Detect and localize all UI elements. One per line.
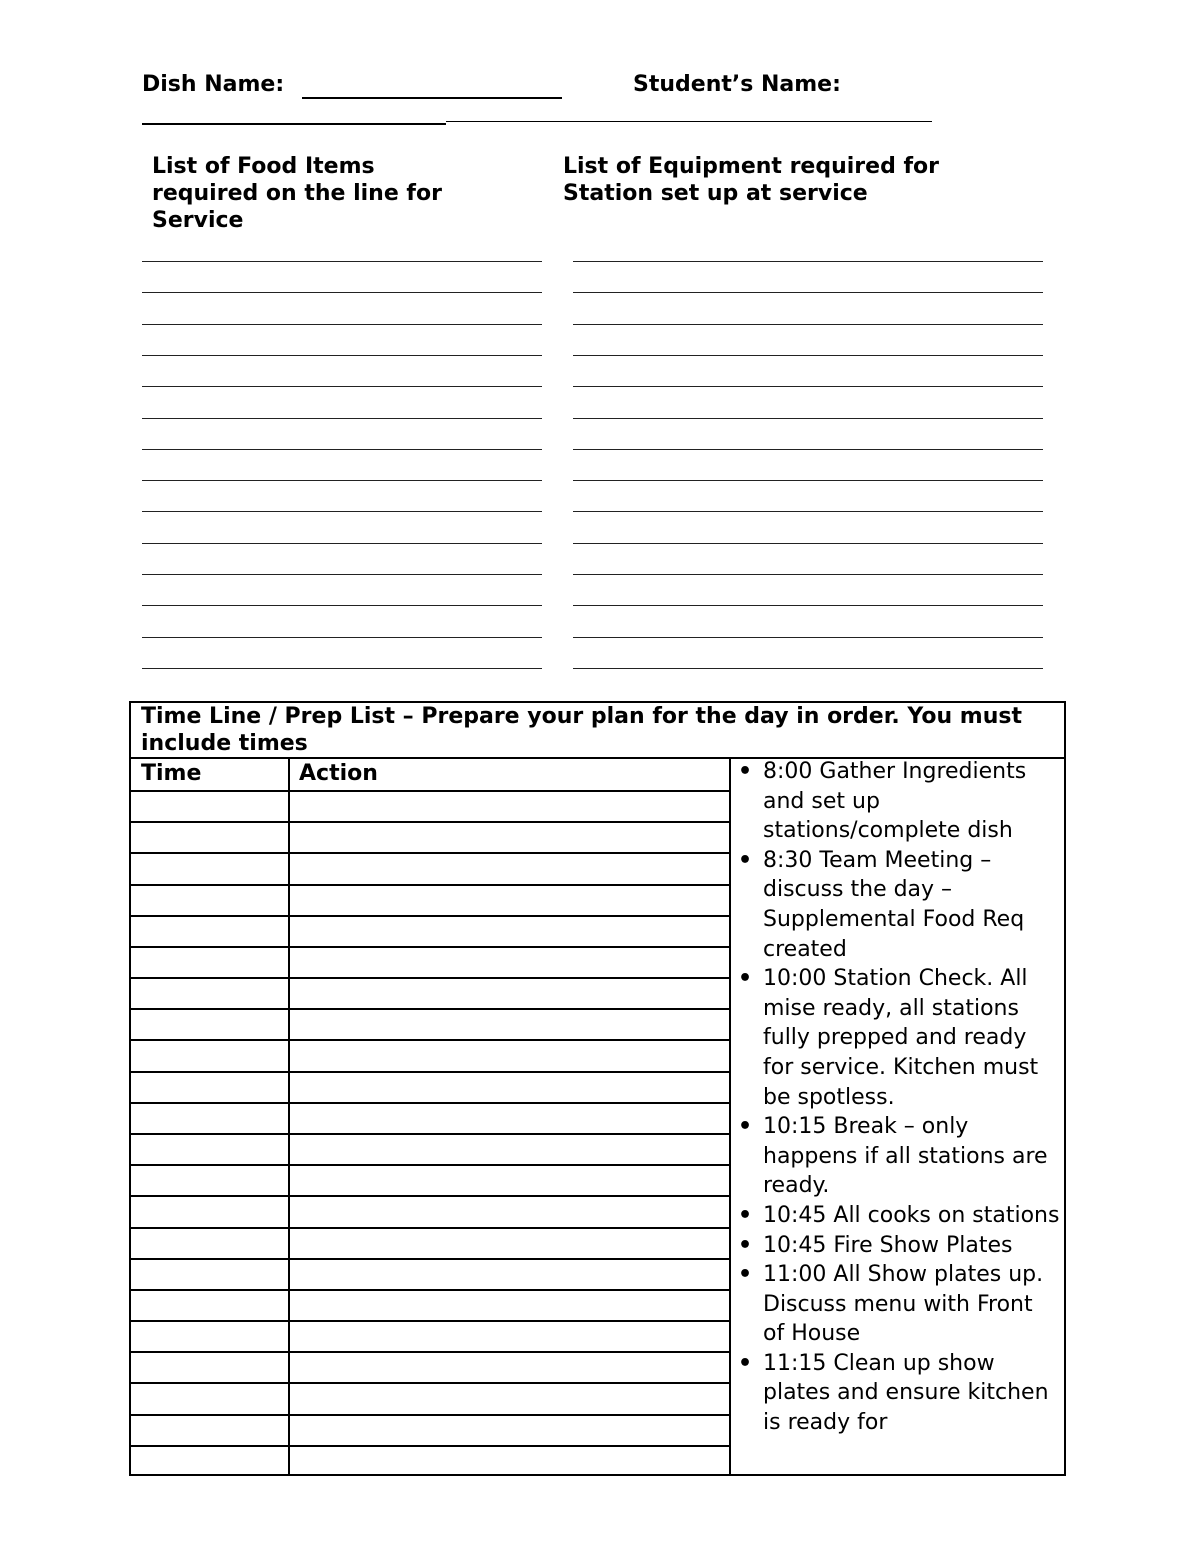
food-item-line[interactable] bbox=[142, 324, 542, 325]
schedule-note-text: 11:00 All Show plates up. Discuss menu with Front of House bbox=[763, 1262, 1044, 1347]
bullet-icon: • bbox=[738, 1350, 753, 1376]
timeline-row[interactable] bbox=[129, 915, 730, 917]
equipment-line[interactable] bbox=[573, 480, 1043, 481]
bullet-icon: • bbox=[738, 1114, 753, 1140]
action-column-header: Action bbox=[299, 761, 378, 786]
schedule-note bbox=[738, 1231, 1060, 1261]
bullet-icon: • bbox=[738, 759, 753, 784]
schedule-note-text: 10:45 Fire Show Plates bbox=[763, 1232, 1013, 1258]
timeline-row[interactable] bbox=[129, 1133, 730, 1135]
timeline-row[interactable] bbox=[129, 946, 730, 948]
schedule-note-text: 10:45 All cooks on stations bbox=[763, 1202, 1060, 1228]
student-name-label: Student’s Name: bbox=[633, 72, 841, 97]
timeline-title: Time Line / Prep List – Prepare your plan for the day in order. You must include times bbox=[141, 704, 1022, 756]
timeline-row[interactable] bbox=[129, 1164, 730, 1166]
timeline-row[interactable] bbox=[129, 821, 730, 823]
dish-name-label: Dish Name: bbox=[142, 72, 285, 97]
food-item-line[interactable] bbox=[142, 668, 542, 669]
bullet-icon: • bbox=[738, 1262, 753, 1288]
schedule-note bbox=[738, 846, 1060, 964]
schedule-note bbox=[738, 1112, 1060, 1201]
schedule-note-text: 10:00 Station Check. All mise ready, all stations fully prepped and ready for service. Kitchen must be spotless. bbox=[763, 966, 1039, 1110]
schedule-note bbox=[738, 1349, 1060, 1438]
student-name-field[interactable] bbox=[142, 123, 446, 125]
time-column-header: Time bbox=[141, 761, 202, 786]
schedule-note bbox=[738, 1260, 1060, 1349]
timeline-row[interactable] bbox=[129, 1008, 730, 1010]
food-item-line[interactable] bbox=[142, 637, 542, 638]
food-item-line[interactable] bbox=[142, 449, 542, 450]
schedule-note-text: 8:30 Team Meeting – discuss the day – Supplemental Food Req created bbox=[763, 847, 1025, 962]
time-action-divider bbox=[288, 757, 290, 1476]
timeline-row[interactable] bbox=[129, 1102, 730, 1104]
bullet-icon: • bbox=[738, 1202, 753, 1228]
equipment-line[interactable] bbox=[573, 292, 1043, 293]
timeline-row[interactable] bbox=[129, 790, 730, 792]
equipment-line[interactable] bbox=[573, 355, 1043, 356]
equipment-line[interactable] bbox=[573, 605, 1043, 606]
timeline-row[interactable] bbox=[129, 1258, 730, 1260]
equipment-line[interactable] bbox=[573, 324, 1043, 325]
equipment-line[interactable] bbox=[573, 386, 1043, 387]
student-name-field-extension bbox=[446, 121, 932, 122]
timeline-row[interactable] bbox=[129, 1445, 730, 1447]
equipment-line[interactable] bbox=[573, 668, 1043, 669]
schedule-note bbox=[738, 964, 1060, 1112]
food-item-line[interactable] bbox=[142, 574, 542, 575]
timeline-row[interactable] bbox=[129, 1227, 730, 1229]
timeline-row[interactable] bbox=[129, 1039, 730, 1041]
schedule-notes-list bbox=[738, 757, 1060, 1438]
bullet-icon: • bbox=[738, 1232, 753, 1258]
schedule-note-text: 11:15 Clean up show plates and ensure kitchen is ready for bbox=[763, 1350, 1049, 1436]
equipment-line[interactable] bbox=[573, 449, 1043, 450]
schedule-note bbox=[738, 757, 1060, 846]
bullet-icon: • bbox=[738, 847, 753, 873]
equipment-line[interactable] bbox=[573, 261, 1043, 262]
food-item-line[interactable] bbox=[142, 261, 542, 262]
equipment-heading: List of Equipment required for Station set up at service bbox=[563, 154, 940, 206]
timeline-row[interactable] bbox=[129, 1414, 730, 1416]
schedule-note bbox=[738, 1201, 1060, 1231]
timeline-row[interactable] bbox=[129, 1289, 730, 1291]
food-item-line[interactable] bbox=[142, 543, 542, 544]
timeline-row[interactable] bbox=[129, 884, 730, 886]
equipment-line[interactable] bbox=[573, 511, 1043, 512]
food-item-line[interactable] bbox=[142, 355, 542, 356]
timeline-row[interactable] bbox=[129, 977, 730, 979]
timeline-row[interactable] bbox=[129, 1195, 730, 1197]
food-item-line[interactable] bbox=[142, 418, 542, 419]
equipment-line[interactable] bbox=[573, 637, 1043, 638]
bullet-icon: • bbox=[738, 966, 753, 992]
food-items-heading: List of Food Items required on the line for Service bbox=[152, 154, 442, 233]
timeline-row[interactable] bbox=[129, 1351, 730, 1353]
food-item-line[interactable] bbox=[142, 386, 542, 387]
schedule-note-text: 8:00 Gather Ingredients and set up stations/complete dish bbox=[763, 759, 1027, 844]
dish-name-field[interactable] bbox=[302, 97, 562, 99]
equipment-line[interactable] bbox=[573, 574, 1043, 575]
food-item-line[interactable] bbox=[142, 605, 542, 606]
equipment-line[interactable] bbox=[573, 418, 1043, 419]
timeline-row[interactable] bbox=[129, 1382, 730, 1384]
timeline-row[interactable] bbox=[129, 852, 730, 854]
equipment-line[interactable] bbox=[573, 543, 1043, 544]
action-notes-divider bbox=[729, 757, 731, 1476]
schedule-note-text: 10:15 Break – only happens if all stations are ready. bbox=[763, 1114, 1048, 1199]
food-item-line[interactable] bbox=[142, 480, 542, 481]
food-item-line[interactable] bbox=[142, 292, 542, 293]
timeline-row[interactable] bbox=[129, 1320, 730, 1322]
timeline-row[interactable] bbox=[129, 1071, 730, 1073]
food-item-line[interactable] bbox=[142, 511, 542, 512]
